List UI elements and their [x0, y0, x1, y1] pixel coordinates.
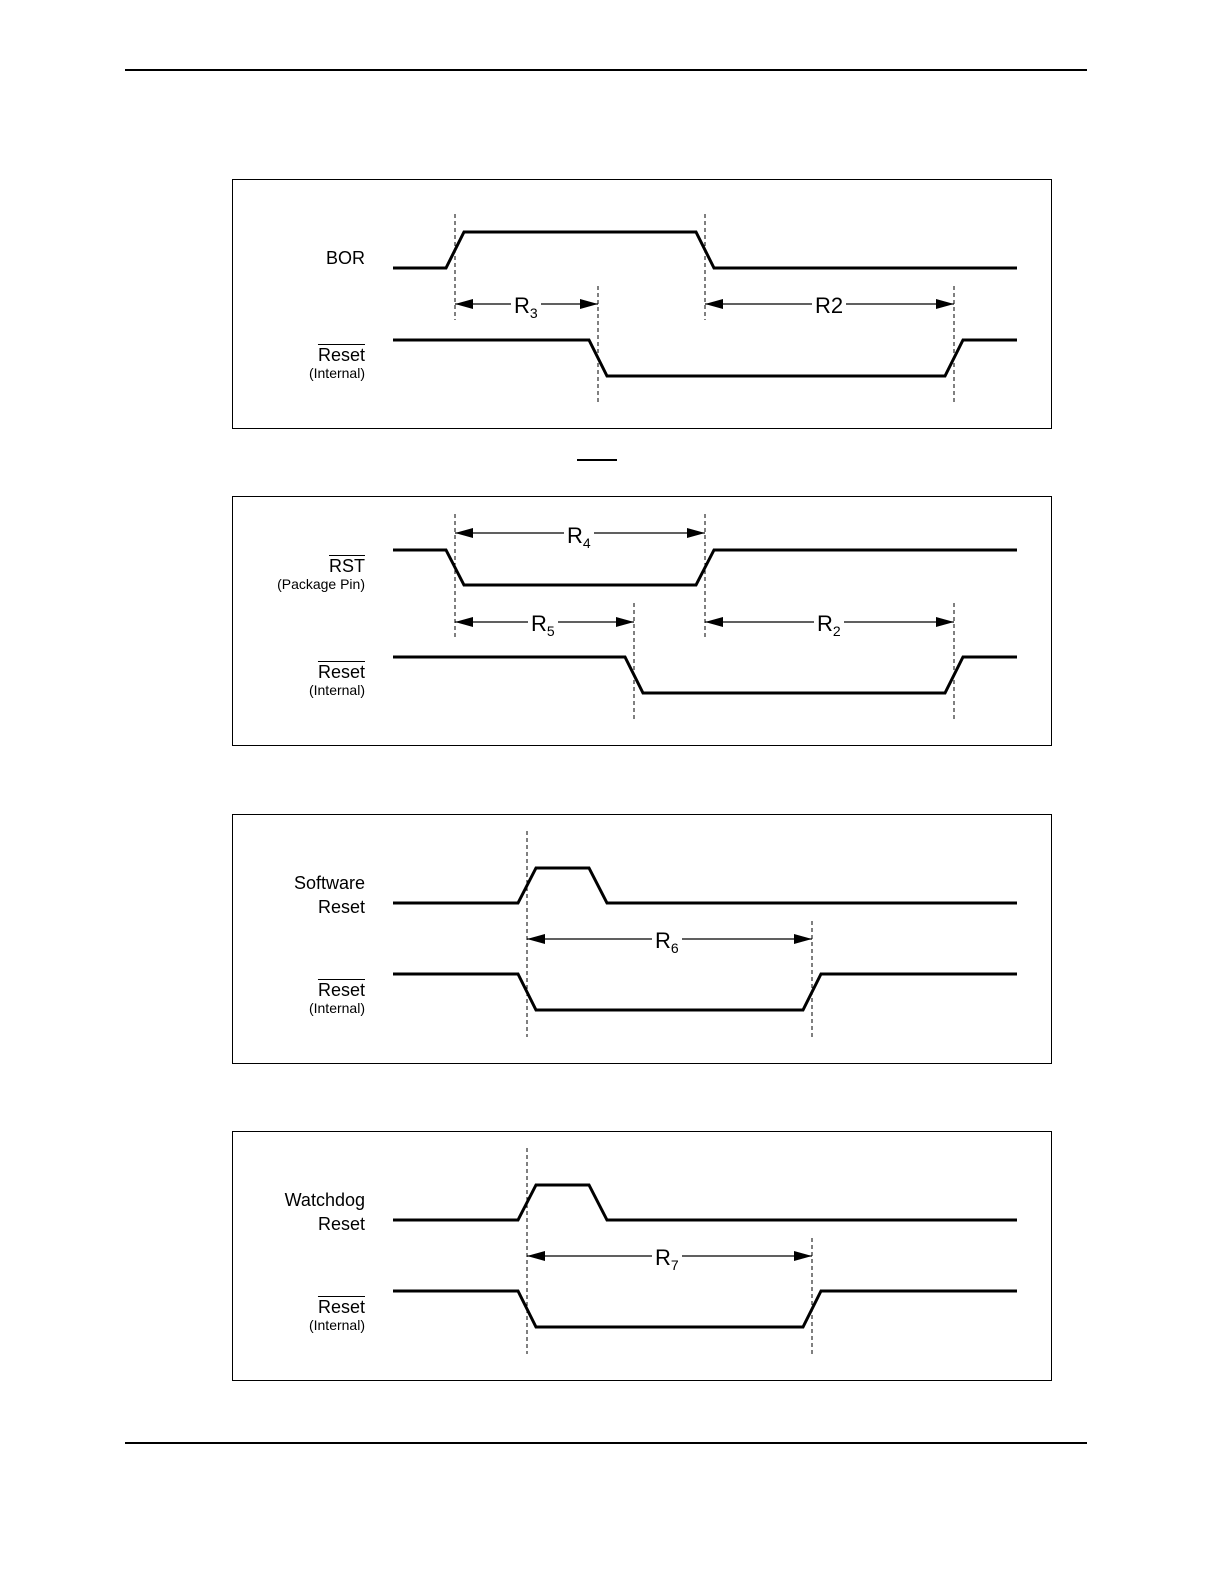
reset-internal-signal-label [309, 1297, 365, 1333]
reset-internal-signal-label [309, 345, 365, 381]
r6-arrowhead-right [794, 934, 812, 944]
r4-arrowhead-right [687, 528, 705, 538]
r2-arrowhead-right [936, 299, 954, 309]
rst-waveforms [233, 497, 1053, 747]
rst-label: $\overline{RST}$ [329, 556, 365, 576]
r6-timing-label: $R_6$ [652, 929, 682, 953]
reset-internal-waveform [393, 1291, 1017, 1327]
r7-arrowhead-right [794, 1251, 812, 1261]
r6-arrowhead-left [527, 934, 545, 944]
reset-word-label: Reset [317, 897, 365, 917]
reset-internal-signal-label [309, 980, 365, 1016]
r5-arrowhead-left [455, 617, 473, 627]
r2-timing-label: R2 [812, 294, 846, 318]
reset-label: Reset [317, 662, 365, 682]
software-reset-timing-diagram [232, 814, 1052, 1064]
bor-signal-label [326, 248, 365, 268]
bor-reset-timing-diagram [232, 179, 1052, 429]
watchdog-reset-waveforms [233, 1132, 1053, 1382]
software-reset-waveforms [233, 815, 1053, 1065]
reset-label: Reset [317, 980, 365, 1000]
r3-arrowhead-right [580, 299, 598, 309]
r5-timing-label: $R_5$ [528, 612, 558, 636]
r2-timing-label: $R_2$ [814, 612, 844, 636]
r4-arrowhead-left [455, 528, 473, 538]
bor-waveforms [233, 180, 1053, 430]
reset-label: Reset [317, 345, 365, 365]
page-footer-rule [125, 1442, 1087, 1444]
software-label: Software [293, 873, 365, 893]
software-reset-waveform [393, 868, 1017, 903]
bor-label: BOR [325, 248, 365, 268]
watchdog-reset-signal-label [285, 1188, 365, 1236]
reset-internal-signal-label [309, 662, 365, 698]
r2-arrowhead-right [936, 617, 954, 627]
rst-pin-reset-timing-diagram [232, 496, 1052, 746]
reset-word-label: Reset [317, 1214, 365, 1234]
package-pin-label: (Package Pin) [277, 576, 365, 592]
watchdog-reset-waveform [393, 1185, 1017, 1220]
separator-bar [577, 459, 617, 461]
internal-label: (Internal) [308, 1317, 365, 1333]
reset-internal-waveform [393, 657, 1017, 693]
r7-timing-label: $R_7$ [652, 1246, 682, 1270]
internal-label: (Internal) [308, 1000, 365, 1016]
page-header-rule [125, 69, 1087, 71]
reset-internal-waveform [393, 974, 1017, 1010]
r3-timing-label: $R_3$ [511, 294, 541, 318]
rst-signal-label [277, 556, 365, 592]
r4-timing-label: $R_4$ [564, 524, 594, 548]
internal-label: (Internal) [308, 682, 365, 698]
internal-label: (Internal) [308, 365, 365, 381]
software-reset-signal-label [294, 871, 365, 919]
r2-arrowhead-left [705, 617, 723, 627]
watchdog-label: Watchdog [284, 1190, 365, 1210]
r5-arrowhead-right [616, 617, 634, 627]
r2-arrowhead-left [705, 299, 723, 309]
watchdog-reset-timing-diagram [232, 1131, 1052, 1381]
reset-label: Reset [317, 1297, 365, 1317]
r7-arrowhead-left [527, 1251, 545, 1261]
r3-arrowhead-left [455, 299, 473, 309]
reset-internal-waveform [393, 340, 1017, 376]
